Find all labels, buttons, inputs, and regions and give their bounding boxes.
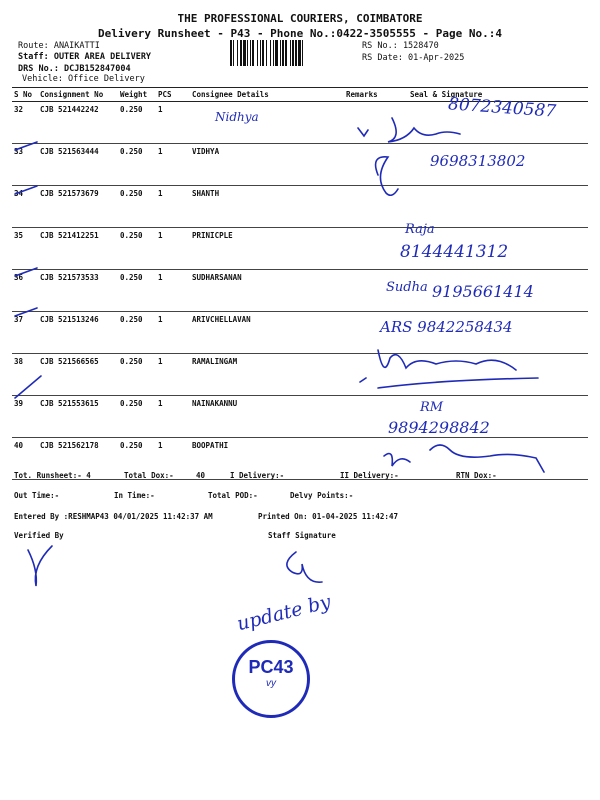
col-seal-signature: Seal & Signature (386, 88, 588, 102)
cell-consignee: NAINAKANNU (190, 396, 344, 438)
handwritten-phone-row33: 9698313802 (430, 152, 526, 170)
handwritten-name-row35: Raja (405, 222, 435, 237)
cell-consignment: CJB 521563444 (38, 144, 118, 186)
cell-weight: 0.250 (118, 312, 156, 354)
cell-sno: 38 (12, 354, 38, 396)
cell-consignment: CJB 521566565 (38, 354, 118, 396)
cell-pcs: 1 (156, 438, 190, 480)
cell-weight: 0.250 (118, 228, 156, 270)
cell-consignee: BOOPATHI (190, 438, 344, 480)
cell-consignment: CJB 521553615 (38, 396, 118, 438)
cell-consignment: CJB 521562178 (38, 438, 118, 480)
handwritten-name-row36: Sudha (386, 280, 428, 295)
cell-pcs: 1 (156, 312, 190, 354)
in-time: In Time:- (114, 491, 155, 500)
i-delivery: I Delivery:- (230, 471, 285, 480)
cell-sno: 40 (12, 438, 38, 480)
handwritten-phone-row40: 9894298842 (388, 418, 490, 437)
cell-sno: 33 (12, 144, 38, 186)
cell-consignee: ARIVCHELLAVAN (190, 312, 344, 354)
cell-pcs: 1 (156, 102, 190, 144)
total-dox-label: Total Dox:- (124, 471, 174, 480)
ii-delivery: II Delivery:- (340, 471, 399, 480)
cell-consignment: CJB 521412251 (38, 228, 118, 270)
stamp-code: PC43 (248, 657, 294, 677)
cell-sno: 36 (12, 270, 38, 312)
cell-sno: 37 (12, 312, 38, 354)
cell-sno: 32 (12, 102, 38, 144)
pc43-stamp (232, 640, 310, 718)
handwritten-phone-row37: ARS 9842258434 (380, 318, 513, 336)
cell-sno: 34 (12, 186, 38, 228)
cell-weight: 0.250 (118, 270, 156, 312)
handwritten-name-row32: Nidhya (215, 110, 259, 124)
cell-pcs: 1 (156, 144, 190, 186)
staff-label: Staff: OUTER AREA DELIVERY (18, 52, 152, 62)
handwritten-phone-row32: 8072340587 (447, 94, 557, 122)
entered-by: Entered By :RESHMAP43 04/01/2025 11:42:37 AM (14, 512, 213, 521)
cell-sno: 39 (12, 396, 38, 438)
delvy-points: Delvy Points:- (290, 491, 354, 500)
cell-weight: 0.250 (118, 186, 156, 228)
staff-signature: Staff Signature (268, 531, 336, 540)
cell-pcs: 1 (156, 270, 190, 312)
cell-weight: 0.250 (118, 354, 156, 396)
out-time: Out Time:- (14, 491, 60, 500)
cell-consignment: CJB 521513246 (38, 312, 118, 354)
cell-weight: 0.250 (118, 438, 156, 480)
cell-consignee: SUDHARSANAN (190, 270, 344, 312)
cell-sno: 35 (12, 228, 38, 270)
cell-weight: 0.250 (118, 396, 156, 438)
vehicle-label: Vehicle: Office Delivery (22, 74, 145, 84)
cell-consignment: CJB 521573679 (38, 186, 118, 228)
cell-weight: 0.250 (118, 144, 156, 186)
handwritten-phone-row35: 8144441312 (400, 242, 509, 262)
total-dox-value: 40 (196, 471, 206, 480)
update-by-note: update by (234, 590, 333, 636)
tot-runsheet: Tot. Runsheet:- 4 (14, 471, 91, 480)
cell-pcs: 1 (156, 228, 190, 270)
col-weight: Weight (118, 88, 156, 102)
cell-weight: 0.250 (118, 102, 156, 144)
handwritten-initials-row39: RM (420, 400, 444, 415)
route-label: Route: ANAIKATTI (18, 41, 100, 51)
col-consignment: Consignment No (38, 88, 118, 102)
rtn-dox: RTN Dox:- (456, 471, 497, 480)
cell-pcs: 1 (156, 354, 190, 396)
cell-consignee: SHANTH (190, 186, 344, 228)
rs-date: RS Date: 01-Apr-2025 (362, 53, 465, 63)
cell-pcs: 1 (156, 396, 190, 438)
cell-consignee: PRINICPLE (190, 228, 344, 270)
printed-on: Printed On: 01-04-2025 11:42:47 (258, 512, 398, 521)
company-title: THE PROFESSIONAL COURIERS, COIMBATORE (177, 12, 423, 25)
rs-number: RS No.: 1528470 (362, 41, 439, 51)
cell-consignee: RAMALINGAM (190, 354, 344, 396)
col-remarks: Remarks (344, 88, 386, 102)
runsheet-subtitle: Delivery Runsheet - P43 - Phone No.:0422-3505555 - Page No.:4 (98, 27, 502, 40)
stamp-initials: vy (266, 678, 276, 689)
col-consignee: Consignee Details (190, 88, 344, 102)
col-sno: S No (12, 88, 38, 102)
col-pcs: PCS (156, 88, 190, 102)
cell-pcs: 1 (156, 186, 190, 228)
verified-by: Verified By (14, 531, 64, 540)
drs-number: DRS No.: DCJB152847004 (18, 64, 131, 74)
handwritten-phone-row36: 9195661414 (432, 282, 534, 301)
cell-consignment: CJB 521573533 (38, 270, 118, 312)
cell-consignee: VIDHYA (190, 144, 344, 186)
total-pod: Total POD:- (208, 491, 258, 500)
cell-consignment: CJB 521442242 (38, 102, 118, 144)
